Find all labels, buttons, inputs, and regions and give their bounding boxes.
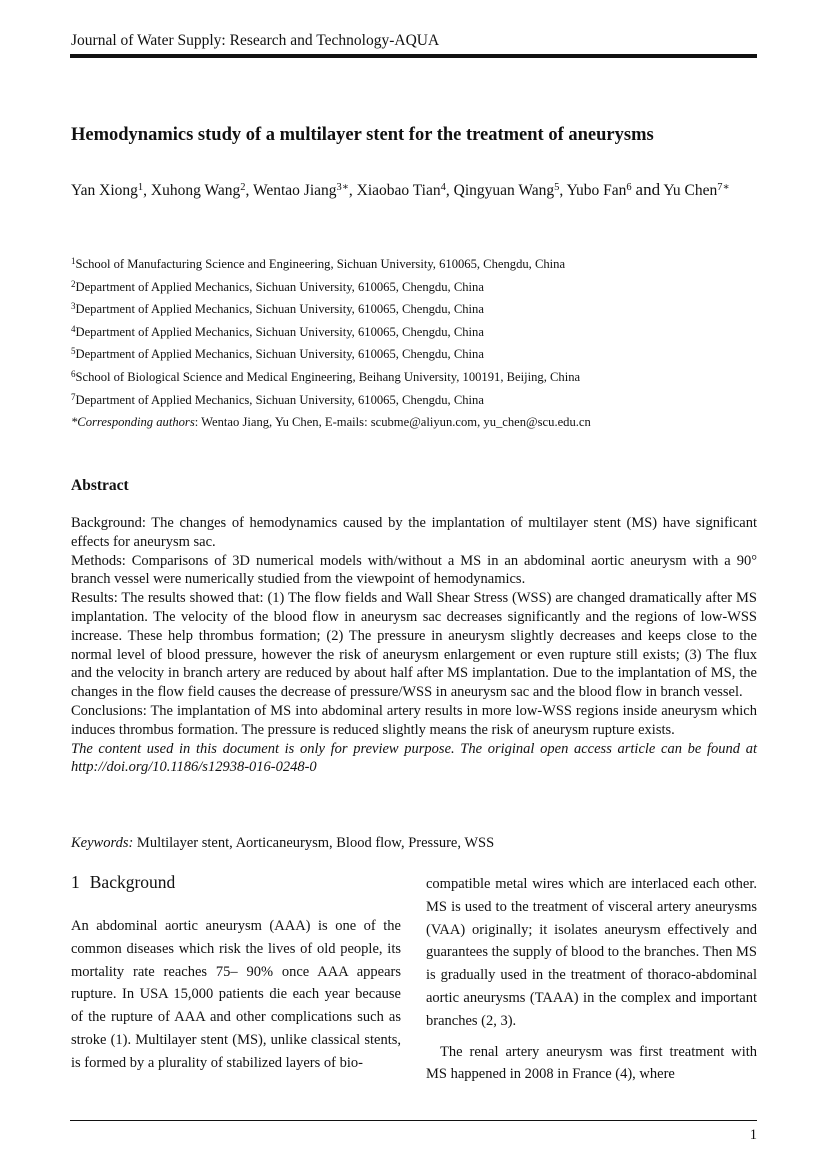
page-number: 1 — [749, 1127, 757, 1143]
affiliation-marker: 6 — [71, 368, 76, 379]
author-name: Xiaobao Tian — [356, 182, 441, 199]
affiliation-text: School of Manufacturing Science and Engineering, Sichuan University, 610065, Chengdu, China — [75, 257, 566, 271]
author-name: Yu Chen — [663, 182, 718, 199]
paper-title: Hemodynamics study of a multilayer stent for the treatment of aneurysms — [71, 125, 654, 145]
author-conjunction: and — [635, 180, 661, 199]
author-affil-marker: 3∗ — [336, 182, 349, 193]
affiliation-marker: 4 — [71, 323, 76, 334]
section-heading — [71, 872, 401, 893]
section-number: 1 — [71, 872, 80, 892]
author-name: Yan Xiong — [71, 182, 138, 199]
affiliation — [71, 253, 771, 276]
affiliation-text: Department of Applied Mechanics, Sichuan University, 610065, Chengdu, China — [75, 347, 484, 362]
affiliation-text: School of Biological Science and Medical Engineering, Beihang University, 100191, Beijing, China — [75, 369, 581, 384]
author-affil-marker: 5 — [554, 182, 560, 193]
preview-notice: The content used in this document is only for preview purpose. The original open access article can be found at http://doi.org/10.1186/s12938-016-0248-0 — [71, 740, 757, 776]
affiliation — [71, 389, 771, 412]
abstract-heading: Abstract — [71, 477, 129, 494]
author-name: Yubo Fan — [566, 182, 627, 199]
keywords-label: Keywords: — [71, 835, 134, 851]
author-affil-marker: 7∗ — [717, 182, 730, 193]
author-list: Yan Xiong$^1$, Xuhong Wang$^2$, Wentao Jiang$^{3∗}$, Xiaobao Tian$^4$, Qingyuan Wang$^5$, Yubo Fan$^6$ and Yu Chen$^{7∗}$ — [71, 180, 730, 199]
body-paragraph: compatible metal wires which are interlaced each other. MS is used to the treatment of visceral artery aneurysms (VAA) originally; it isolates aneurysm effectively and guarantees the supply of blood to the branches. Then MS is gradually used in the treatment of thoraco-abdominal aortic aneurysms (TAAA) in the complex and important branches (2, 3). — [426, 876, 757, 1029]
journal-name: Journal of Water Supply: Research and Technology-AQUA — [71, 32, 440, 49]
body-paragraph: An abdominal aortic aneurysm (AAA) is one of the common diseases which risk the lives of old people, its mortality rate reaches 75– 90% once AAA appears rupture. In USA 15,000 patients die each year because of the rupture of AAA and other complications such as stroke (1). Multilayer stent (MS), unlike classical stents, is formed by a plurality of stabilized layers of bio- — [71, 918, 401, 1071]
affiliation — [71, 366, 771, 389]
author-name: Wentao Jiang — [252, 182, 337, 199]
abstract-body — [71, 514, 757, 777]
abstract-methods: Methods: Comparisons of 3D numerical models with/without a MS in an abdominal aortic aneurysm with a 90° branch vessel were numerically studied from the viewpoint of hemodynamics. — [71, 552, 757, 588]
affiliation — [71, 343, 771, 366]
affiliation-list — [71, 253, 771, 434]
author-name: Qingyuan Wang — [453, 182, 555, 199]
affiliation — [71, 276, 771, 299]
body-column-right — [426, 873, 757, 1086]
section-title: Background — [89, 872, 176, 892]
body-paragraph: The renal artery aneurysm was first treatment with MS happened in 2008 in France (4), where — [426, 1043, 757, 1083]
corresponding-label: *Corresponding authors — [71, 415, 195, 430]
affiliation-text: Department of Applied Mechanics, Sichuan University, 610065, Chengdu, China — [75, 302, 484, 317]
author-affil-marker: 4 — [440, 182, 446, 193]
affiliation-text: Department of Applied Mechanics, Sichuan University, 610065, Chengdu, China — [75, 279, 484, 294]
abstract-results: Results: The results showed that: (1) The flow fields and Wall Shear Stress (WSS) are changed dramatically after MS implantation. The velocity of the blood flow in aneurysm sac decreases significantly and the regions of low-WSS increase. These help thrombus formation; (2) The pressure in aneurysm slightly decreases and keeps close to the normal level of blood pressure, however the risk of aneurysm enlargement or even rupture still exists; (3) The flux and the velocity in branch artery are reduced by about half after MS implantation. Due to the implantation of MS, the changes in the flow field causes the decrease of pressure/WSS in aneurysm sac and the blood flow in branch vessel. — [71, 590, 757, 701]
body-column-left — [71, 872, 401, 1075]
affiliation — [71, 298, 771, 321]
affiliation-marker: 1 — [71, 256, 76, 266]
keywords-text: Multilayer stent, Aorticaneurysm, Blood flow, Pressure, WSS — [133, 835, 495, 851]
affiliation-marker: 3 — [71, 301, 76, 312]
author-affil-marker: 2 — [240, 182, 246, 193]
author-affil-marker: 1 — [137, 182, 144, 193]
affiliation-text: Department of Applied Mechanics, Sichuan University, 610065, Chengdu, China — [75, 324, 484, 339]
affiliation-marker: 5 — [71, 346, 76, 357]
affiliation-text: Department of Applied Mechanics, Sichuan University, 610065, Chengdu, China — [75, 392, 484, 407]
affiliation-marker: 7 — [71, 391, 76, 402]
keywords — [71, 835, 494, 852]
author-affil-marker: 6 — [626, 182, 632, 193]
footer-rule — [70, 1120, 757, 1121]
author-name: Xuhong Wang — [150, 182, 241, 199]
abstract-conclusions: Conclusions: The implantation of MS into abdominal artery results in more low-WSS regions inside aneurysm which induces thrombus formation. The pressure is reduced slightly means the risk of aneurysm rupture exists. — [71, 702, 757, 738]
abstract-background: Background: The changes of hemodynamics caused by the implantation of multilayer stent (MS) have significant effects for aneurysm sac. — [71, 515, 757, 550]
affiliation — [71, 321, 771, 344]
corresponding-text: : Wentao Jiang, Yu Chen, E-mails: scubme@aliyun.com, yu_chen@scu.edu.cn — [194, 415, 591, 430]
affiliation-marker: 2 — [71, 278, 76, 289]
header-rule — [70, 54, 757, 58]
corresponding-authors — [71, 411, 771, 434]
